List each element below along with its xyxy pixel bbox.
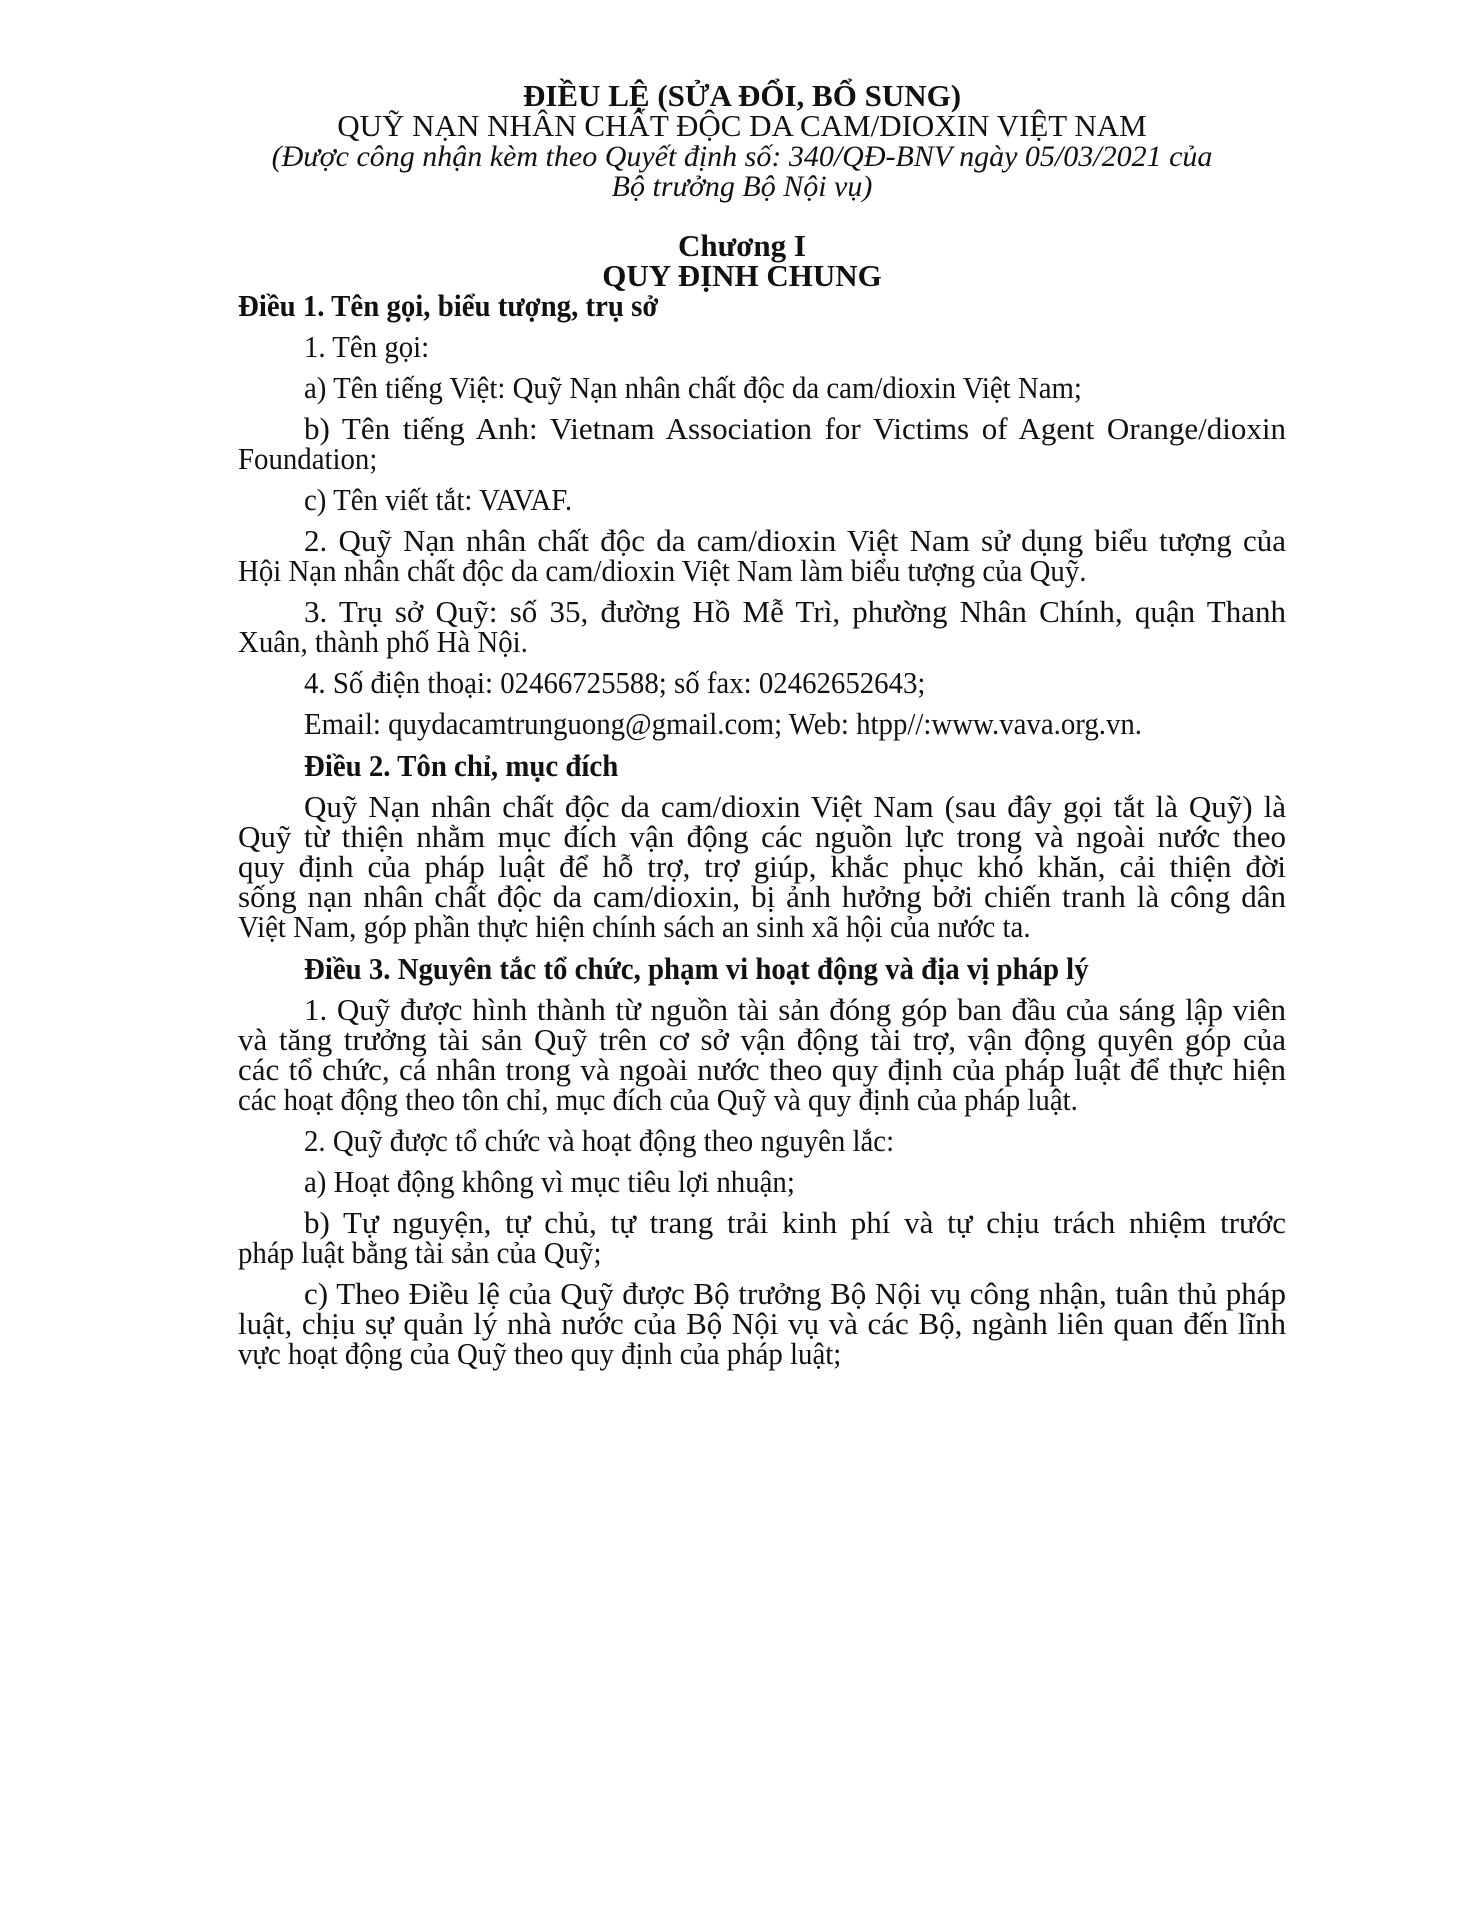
article-1-item-1a: a) Tên tiếng Việt: Quỹ Nạn nhân chất độc da cam/dioxin Việt Nam; (304, 370, 1082, 405)
article-3-item-2c-line: vực hoạt động của Quỹ theo quy định của pháp luật; (238, 1336, 842, 1371)
article-1-item-2-line1: 2. Quỹ Nạn nhân chất độc da cam/dioxin Việt Nam sử dụng biểu tượng của (304, 523, 1286, 558)
chapter-name: QUY ĐỊNH CHUNG (602, 258, 882, 293)
article-1-heading: Điều 1. Tên gọi, biểu tượng, trụ sở (238, 288, 659, 323)
article-1-item-3-line2: Xuân, thành phố Hà Nội. (238, 624, 528, 659)
article-2-para-line: sống nạn nhân chất độc da cam/dioxin, bị ảnh hưởng bởi chiến tranh là công dân (238, 879, 1286, 914)
article-1-item-3-line1: 3. Trụ sở Quỹ: số 35, đường Hồ Mễ Trì, phường Nhân Chính, quận Thanh (304, 594, 1286, 629)
article-1-item-1: 1. Tên gọi: (304, 329, 430, 364)
article-3-item-1-line: 1. Quỹ được hình thành từ nguồn tài sản đóng góp ban đầu của sáng lập viên (304, 992, 1286, 1027)
document-title: ĐIỀU LỆ (SỬA ĐỔI, BỔ SUNG) (522, 78, 962, 113)
approval-note-line1: (Được công nhận kèm theo Quyết định số: 340/QĐ-BNV ngày 05/03/2021 của (271, 140, 1213, 173)
article-2-para-line: quy định của pháp luật để hỗ trợ, trợ giúp, khắc phục khó khăn, cải thiện đời (238, 849, 1286, 884)
article-3-item-2c-line: luật, chịu sự quản lý nhà nước của Bộ Nội vụ và các Bộ, ngành liên quan đến lĩnh (238, 1306, 1286, 1341)
article-3-item-2a: a) Hoạt động không vì mục tiêu lợi nhuận; (304, 1164, 795, 1199)
article-1-item-2-line2: Hội Nạn nhân chất độc da cam/dioxin Việt Nam làm biểu tượng của Quỹ. (238, 553, 1087, 588)
article-3-item-2: 2. Quỹ được tổ chức và hoạt động theo nguyên lắc: (304, 1123, 895, 1158)
article-3-item-1-line: các tổ chức, cá nhân trong và ngoài nước theo quy định của pháp luật để thực hiện (238, 1052, 1286, 1087)
approval-note-line2: Bộ trưởng Bộ Nội vụ) (611, 170, 873, 203)
article-1-item-1b-line1: b) Tên tiếng Anh: Vietnam Association for Victims of Agent Orange/dioxin (304, 411, 1286, 446)
article-1-email-web: Email: quydacamtrunguong@gmail.com; Web: htpp//:www.vava.org.vn. (304, 706, 1143, 741)
article-1-item-1b-line2: Foundation; (238, 441, 378, 476)
article-3-item-2c-line: c) Theo Điều lệ của Quỹ được Bộ trưởng Bộ Nội vụ công nhận, tuân thủ pháp (304, 1276, 1286, 1311)
article-2-para-line: Quỹ Nạn nhân chất độc da cam/dioxin Việt Nam (sau đây gọi tắt là Quỹ) là (304, 789, 1286, 824)
article-3-item-1-line: và tăng trưởng tài sản Quỹ trên cơ sở vận động tài trợ, vận động quyên góp của (238, 1022, 1286, 1057)
article-1-item-4: 4. Số điện thoại: 02466725588; số fax: 02462652643; (304, 665, 926, 700)
article-3-heading: Điều 3. Nguyên tắc tổ chức, phạm vi hoạt động và địa vị pháp lý (304, 951, 1089, 986)
article-2-para-line: Quỹ từ thiện nhằm mục đích vận động các nguồn lực trong và ngoài nước theo (238, 819, 1286, 854)
article-3-item-2b-line: b) Tự nguyện, tự chủ, tự trang trải kinh phí và tự chịu trách nhiệm trước (304, 1205, 1286, 1240)
chapter-number: Chương I (678, 228, 806, 263)
organization-name: QUỸ NẠN NHÂN CHẤT ĐỘC DA CAM/DIOXIN VIỆT NAM (337, 108, 1147, 143)
article-3-item-1-line: các hoạt động theo tôn chỉ, mục đích của Quỹ và quy định của pháp luật. (238, 1082, 1078, 1117)
article-2-para-line: Việt Nam, góp phần thực hiện chính sách an sinh xã hội của nước ta. (238, 909, 1031, 944)
article-3-item-2b-line: pháp luật bằng tài sản của Quỹ; (238, 1235, 602, 1270)
article-1-item-1c: c) Tên viết tắt: VAVAF. (304, 482, 573, 517)
article-2-heading: Điều 2. Tôn chỉ, mục đích (304, 748, 619, 783)
